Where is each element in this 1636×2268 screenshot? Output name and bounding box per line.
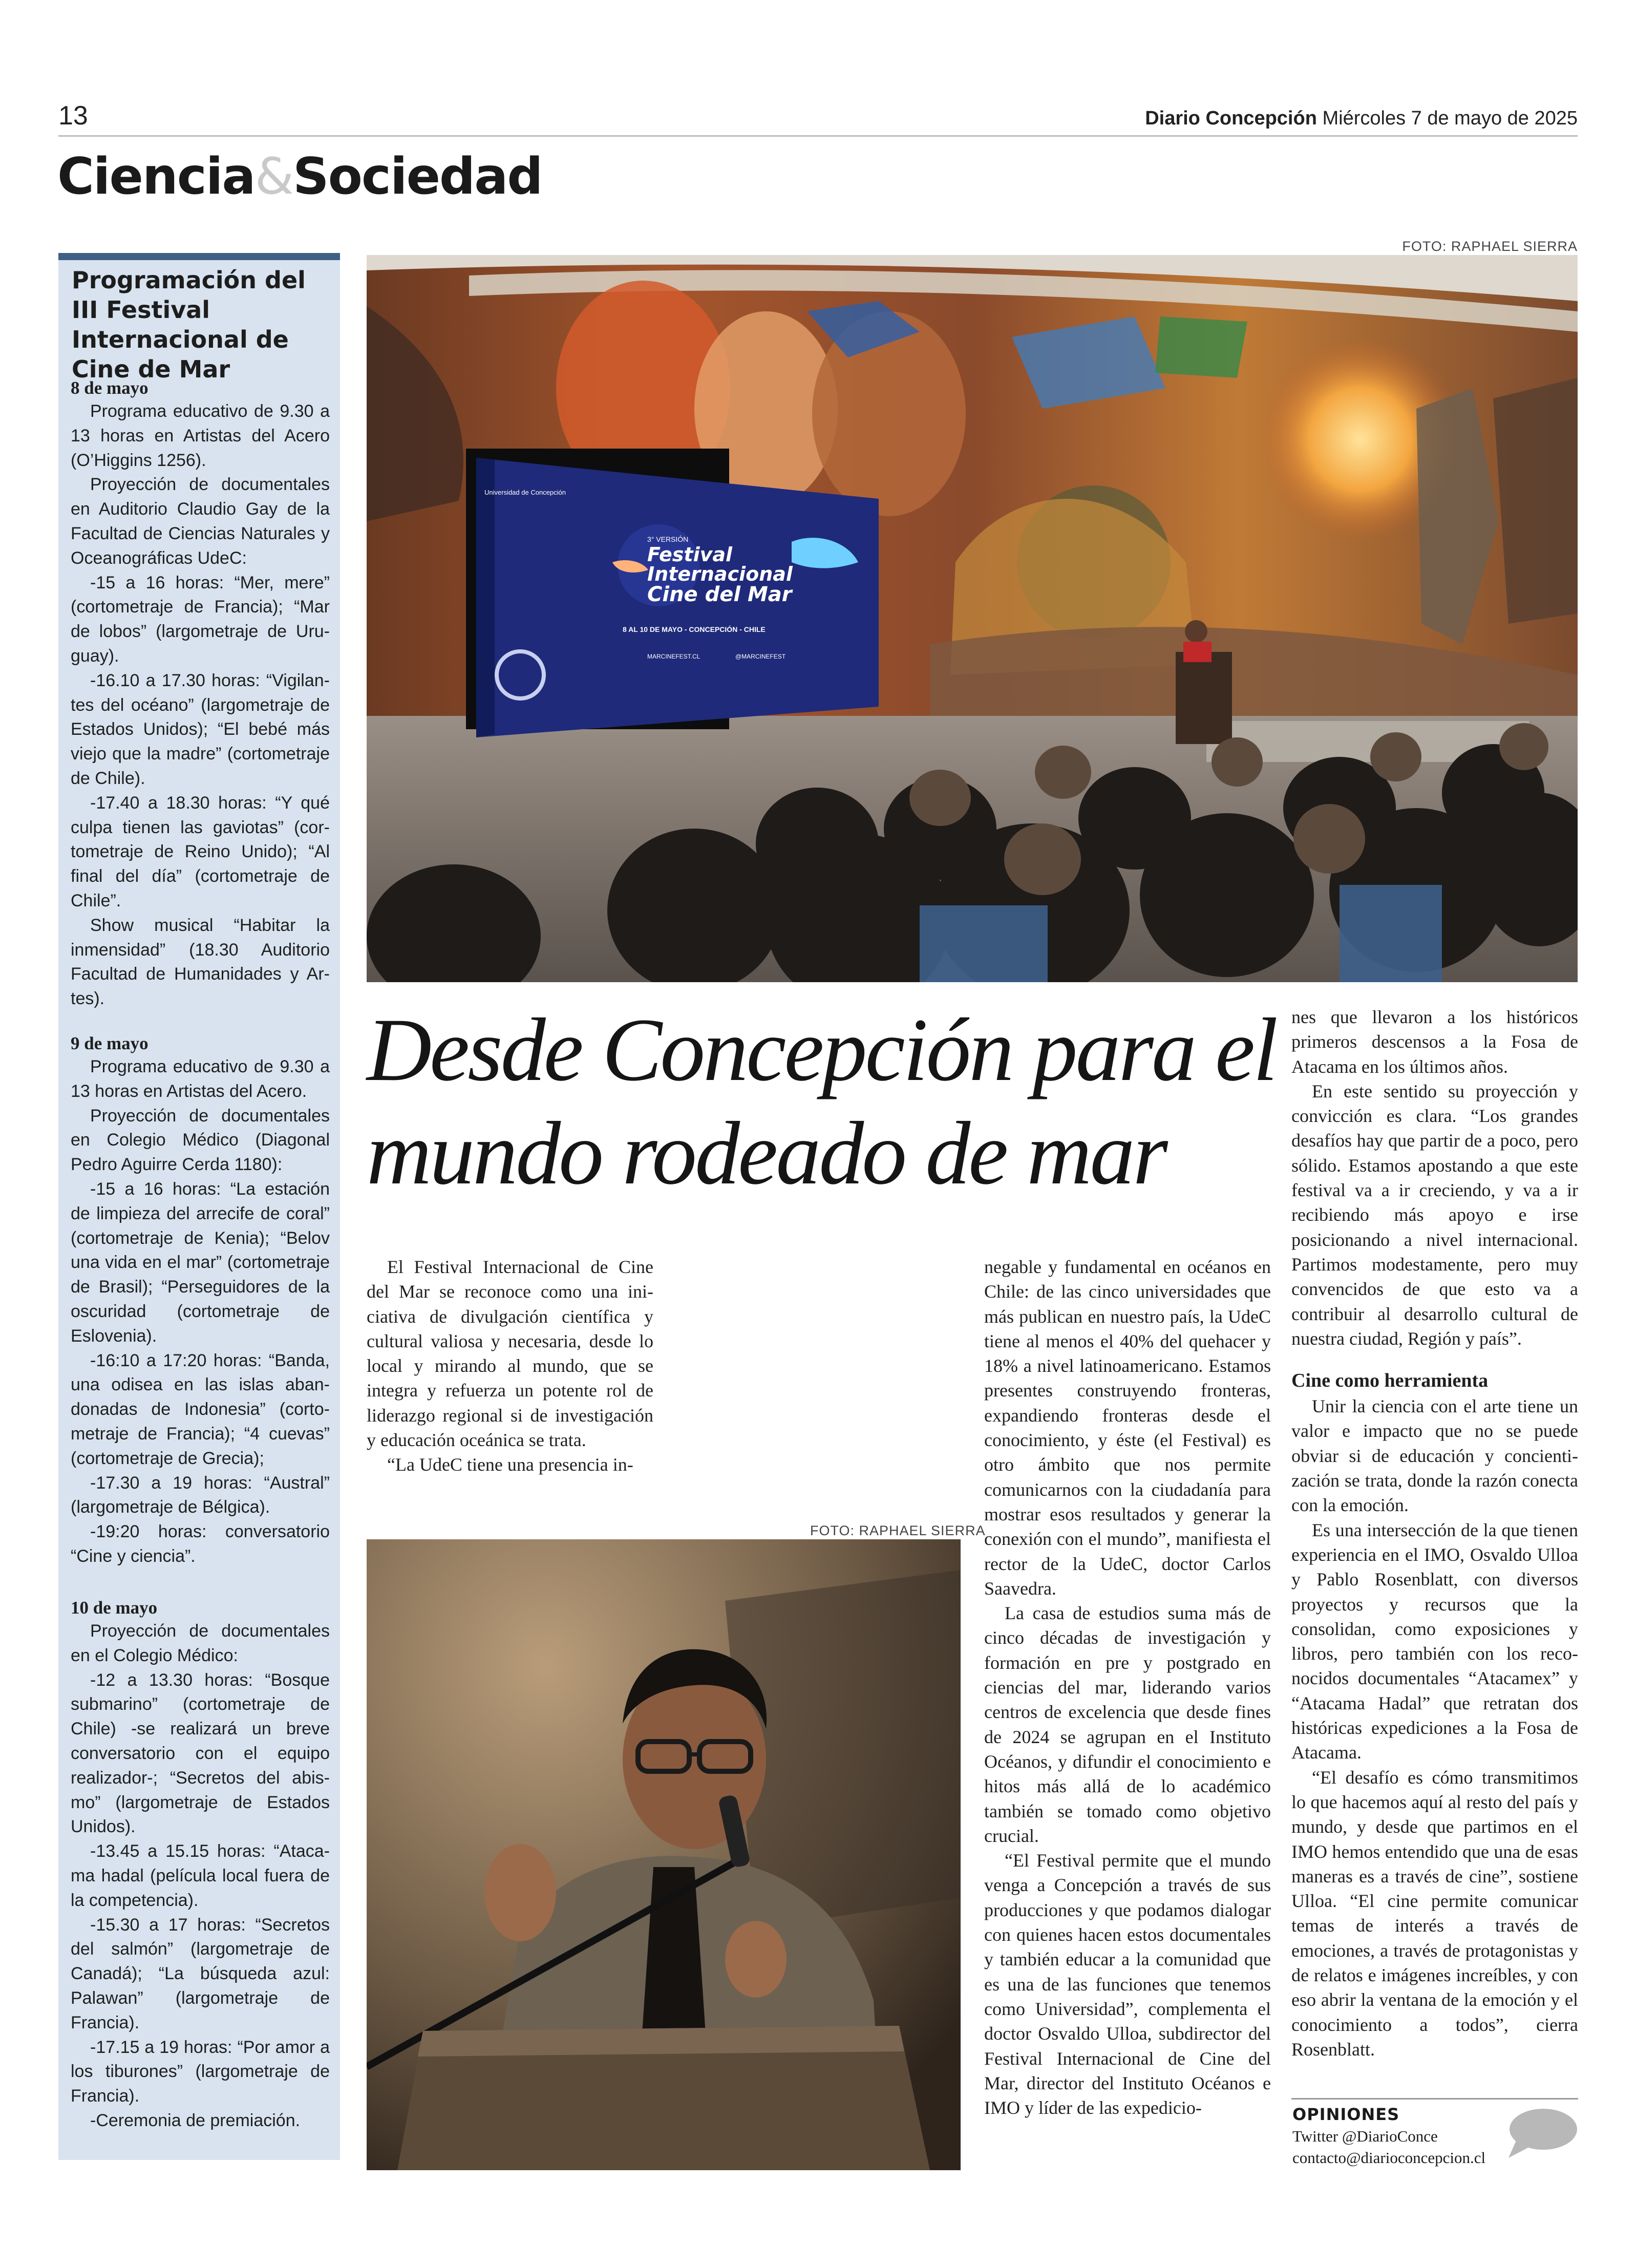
opinions-rule: [1291, 2098, 1578, 2100]
event-photo: [367, 255, 1578, 982]
screen-web: MARCINEFEST.CL: [647, 653, 700, 660]
schedule-item: Show musical “Habitar la inmensidad” (18.30 Auditorio Facultad de Humanidades y Artes).: [71, 915, 330, 1009]
article-paragraph: “El Festival permite que el mundo venga a Concepción a través de sus producciones y que podamos dialogar con quienes hacen estos documentales y también educar a la comunidad que es una de las funciones que tenemos como Universidad”, complementa el doctor Osvaldo Ulloa, subdirector del Festival Internacional de Cine del Mar, director del Instituto Océanos e IMO y líder de las expedicio-: [984, 1850, 1271, 2118]
opinions-email[interactable]: contacto@diarioconcepcion.cl: [1292, 2149, 1486, 2167]
screen-dates: 8 AL 10 DE MAYO - CONCEPCIÓN - CHILE: [623, 625, 766, 633]
newspaper-name: Diario Concepción: [1145, 108, 1317, 129]
section-title: [57, 147, 542, 206]
article-paragraph: “El desafío es cómo transmitimos lo que hacemos aquí al resto del país y mundo, y desde que partimos en el IMO hemos entendido que una de esas maneras es a través de cine”, sostiene Ulloa. “El cine permite comunicar temas de interés a través de emociones, a través de protagonistas y de relatos e imágenes increíbles, y con eso abrir la ventana de la emoción y el conocimiento a todos”, cierra Rosenblatt.: [1291, 1767, 1578, 2060]
screen-title-line2: Internacional: [647, 563, 793, 585]
header-rule: [58, 135, 1578, 137]
schedule-item: -12 a 13.30 horas: “Bosque submarino” (cortometraje de Chile) -se realizará un breve conversatorio con el equipo realizador-; “Secretos del abismo” (largometraje de Estados Unidos).: [71, 1670, 330, 1837]
article-column-1: [367, 1255, 653, 1477]
speaker-illustration: [367, 1539, 961, 2170]
section-title-ampersand: &: [254, 147, 293, 206]
article-column-3: [1291, 1005, 1578, 2062]
schedule-item: Proyección de documentales en Auditorio Claudio Gay de la Facultad de Ciencias Naturales y Oceanográficas UdeC:: [71, 475, 330, 568]
publication-date: Miércoles 7 de mayo de 2025: [1322, 108, 1578, 129]
schedule-day: [71, 1033, 330, 1569]
screen-edition: 3° VERSIÓN: [647, 535, 689, 543]
article-paragraph: “La UdeC tiene una presencia in-: [387, 1454, 633, 1475]
screen-social: @MARCINEFEST: [735, 653, 786, 660]
speaker-photo: [367, 1539, 961, 2170]
article-column-2: [984, 1255, 1271, 2120]
schedule-item: -15 a 16 horas: “La estación de limpieza del arrecife de coral” (cortometraje de Kenia); “Belov una vida en el mar” (cortometraje de Brasil); “Perseguidores de la oscuridad (cortometraje de Eslovenia).: [71, 1179, 330, 1346]
schedule-item: -15 a 16 horas: “Mer, mere” (cortometraje de Francia); “Mar de lobos” (largometraje de Uruguay).: [71, 573, 330, 666]
schedule-day: [71, 378, 330, 1011]
article-paragraph: Es una intersección de la que tienen experiencia en el IMO, Osvaldo Ulloa y Pablo Rosenblatt, con diversos proyectos y recursos que la consolidan, como exposiciones y libros, pero también con los reconocidos documentales “Atacamex” y “Atacama Hadal” que retratan dos históricas expediciones a la Fosa de Atacama.: [1291, 1519, 1578, 1763]
screen-title-line1: Festival: [647, 543, 733, 566]
opinions-title: OPINIONES: [1292, 2105, 1400, 2124]
schedule-item: -19:20 horas: conversatorio “Cine y ciencia”.: [71, 1522, 330, 1566]
article-subheading: Cine como herramienta: [1291, 1370, 1489, 1392]
schedule-item: -17.40 a 18.30 horas: “Y qué culpa tienen las gaviotas” (cortometraje de Reino Unido); “Al final del día” (cortometraje de Chile”.: [71, 793, 330, 910]
article-paragraph: En este sentido su proyección y convicción es clara. “Los grandes desafíos hay que partir de a poco, pero sólido. Estamos apostando a que este festival va a ir creciendo, y va a ir recibiendo más apoyo e irse posicionando a nivel internacional. Partimos modestamente, pero muy convencidos de que esto va a contribuir al desarrollo cultural de nuestra ciudad, Región y país”.: [1291, 1080, 1578, 1349]
article-paragraph: La casa de estudios suma más de cinco décadas de investigación y formación en pre y postgrado en ciencias del mar, liderando varios centros de excelencia que desde fines de 2024 se agrupan en el Instituto Océanos, y difundir el conocimiento e hitos más allá de lo académico también se tomado como objetivo crucial.: [984, 1603, 1271, 1846]
schedule-item: -17.15 a 19 horas: “Por amor a los tiburones” (largometraje de Francia).: [71, 2037, 330, 2106]
schedule-item: -15.30 a 17 horas: “Secretos del salmón” (largometraje de Canadá); “La búsqueda azul: Palawan” (largometraje de Francia).: [71, 1915, 330, 2032]
article-headline: Desde Concepción para el mundo rodeado de mar: [367, 1000, 1276, 1203]
screen-university: Universidad de Concepción: [484, 489, 566, 496]
section-title-part2: Sociedad: [292, 147, 542, 206]
auditorium-mural-illustration: [367, 255, 1578, 982]
photo-credit: FOTO: RAPHAEL SIERRA: [810, 1523, 986, 1538]
article-paragraph: Unir la ciencia con el arte tiene un valor e impacto que no se puede obviar si de educación y concientización se trata, donde la razón conecta con la emoción.: [1291, 1396, 1578, 1516]
schedule-item: -17.30 a 19 horas: “Austral” (largometraje de Bélgica).: [71, 1473, 330, 1517]
schedule-item: -16:10 a 17:20 horas: “Banda, una odisea en las islas abandonadas de Indonesia” (cortometraje de Francia); “4 cuevas” (cortometraje de Grecia);: [71, 1350, 330, 1468]
schedule-item: Programa educativo de 9.30 a 13 horas en Artistas del Acero (O’Higgins 1256).: [71, 401, 330, 470]
day-label: 10 de mayo: [71, 1598, 158, 1618]
schedule-item: Proyección de documentales en Colegio Médico (Diagonal Pedro Aguirre Cerda 1180):: [71, 1106, 330, 1175]
schedule-item: Programa educativo de 9.30 a 13 horas en Artistas del Acero.: [71, 1057, 330, 1101]
day-label: 9 de mayo: [71, 1033, 148, 1053]
sidebar-title: Programación del III Festival Internacional de Cine de Mar: [72, 266, 306, 383]
schedule-day: [71, 1598, 330, 2133]
article-paragraph: negable y fundamental en océanos en Chile: de las cinco universidades que más publican en nuestro país, la UdeC tiene al menos el 40% del quehacer y 18% a nivel latinoamericano. Estamos presentes construyendo fronteras, expandiendo fronteras desde el conocimiento, y éste (el Festival) es otro ámbito que nos permite comunicarnos con la ciudadanía para mostrar esos resultados y generar la conexión con el mundo”, manifiesta el rector de la UdeC, doctor Carlos Saavedra.: [984, 1257, 1271, 1599]
schedule-item: -Ceremonia de premiación.: [90, 2110, 301, 2130]
schedule-item: -13.45 a 15.15 horas: “Atacama hadal (película local fuera de la competencia).: [71, 1841, 330, 1910]
article-paragraph: El Festival Internacional de Cine del Mar se reconoce como una iniciativa de divulgación científica y cultural valiosa y necesaria, desde lo local y mirando al mundo, que se integra y refuerza un potente rol de liderazgo regional si de investigación y educación oceánica se trata.: [367, 1257, 653, 1451]
day-label: 8 de mayo: [71, 378, 148, 398]
photo-credit: FOTO: RAPHAEL SIERRA: [1402, 239, 1578, 254]
screen-title-line3: Cine del Mar: [647, 583, 792, 606]
section-title-part1: Ciencia: [57, 147, 255, 206]
opinions-twitter[interactable]: Twitter @DiarioConce: [1292, 2127, 1438, 2145]
schedule-item: Proyección de documentales en el Colegio Médico:: [71, 1621, 330, 1665]
sidebar-top-bar: [58, 253, 340, 260]
page-number: 13: [58, 101, 88, 131]
speech-bubble-icon: [1505, 2107, 1578, 2163]
schedule-item: -16.10 a 17.30 horas: “Vigilantes del océano” (largometraje de Estados Unidos); “El bebé más viejo que la madre” (cortometraje de Chile).: [71, 670, 330, 788]
masthead-date: [1145, 108, 1578, 130]
article-paragraph: nes que llevaron a los históricos primeros descensos a la Fosa de Atacama en los últimos años.: [1291, 1007, 1578, 1077]
